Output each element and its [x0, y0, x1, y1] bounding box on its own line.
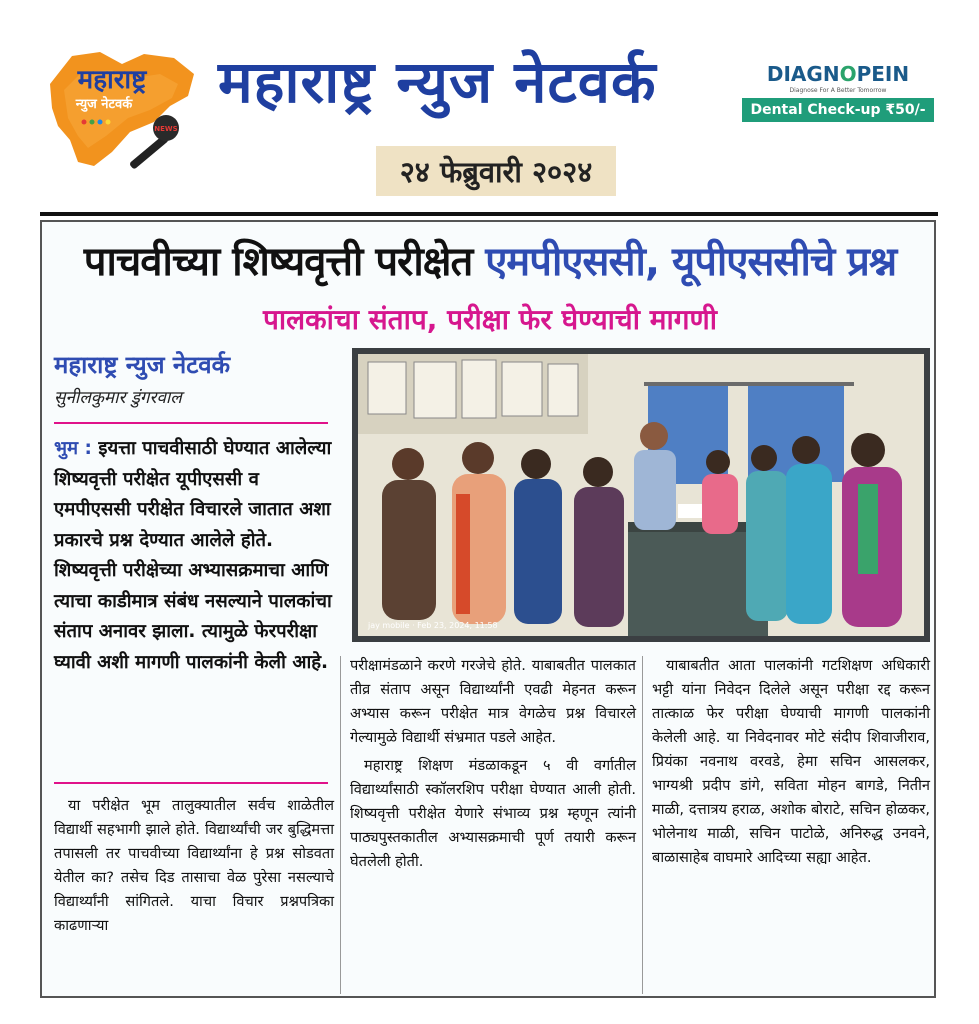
column-1	[54, 794, 334, 938]
byline	[54, 348, 329, 408]
masthead-divider	[40, 212, 938, 216]
column-3-paragraph: याबाबतीत आता पालकांनी गटशिक्षण अधिकारी भट्टी यांना निवेदन दिलेले असून परीक्षा रद्द करून तात्काळ फेर परीक्षा घेण्याची मागणी पालकांनी केलेली आहे. या निवेदनावर मोटे संदीप शिवाजीराव, प्रियंका नवनाथ वरवडे, हेमा सचिन आसलकर, भाग्यश्री प्रदीप डांगे, सविता मोहन बागडे, नितीन माळी, दत्तात्रय हराळ, अशोक बोराटे, सचिन होळकर, भोलेनाथ माळी, सचिन पाटोळे, अनिरुद्ध उनवने, बाळासाहेब वाघमारे आदिच्या सह्या आहेत.	[652, 657, 930, 866]
lead-divider	[54, 782, 328, 784]
logo-title: महाराष्ट्र	[77, 65, 147, 95]
headline	[52, 232, 928, 287]
ad-offer: Dental Check-up ₹50/-	[742, 98, 934, 122]
ad-tagline: Diagnose For A Better Tomorrow	[789, 87, 887, 94]
byline-divider	[54, 422, 328, 424]
lead-text: इयत्ता पाचवीसाठी घेण्यात आलेल्या शिष्यवृत्ती परीक्षेत यूपीएससी व एमपीएससी परीक्षेत विचारले जातात अशा प्रकारचे प्रश्न देण्यात आलेले होते. शिष्यवृत्ती परीक्षेच्या अभ्यासक्रमाचा आणि त्याचा काडीमात्र संबंध नसल्याने पालकांचा संताप अनावर झाला. त्यामुळे फेरपरीक्षा घ्यावी अशी मागणी पालकांनी केली आहे.	[54, 438, 332, 673]
advertisement[interactable]	[742, 62, 934, 122]
article-photo	[352, 348, 930, 642]
newspaper-title: महाराष्ट्र न्युज नेटवर्क	[218, 48, 657, 116]
ad-brand-part-a: DIAGN	[766, 62, 840, 86]
masthead	[0, 0, 979, 205]
headline-part-1: पाचवीच्या शिष्यवृत्ती परीक्षेत	[83, 239, 473, 285]
maharashtra-map-logo	[42, 44, 202, 174]
byline-paper: महाराष्ट्र न्युज नेटवर्क	[54, 351, 231, 379]
article	[40, 220, 936, 998]
ad-brand-part-b: PEIN	[856, 62, 910, 86]
lead-paragraph	[54, 434, 340, 678]
column-divider-2	[642, 656, 643, 994]
publication-date: २४ फेब्रुवारी २०२४	[376, 146, 616, 196]
column-2-paragraph-2: महाराष्ट्र शिक्षण मंडळाकडून ५ वी वर्गातील विद्यार्थ्यांसाठी स्कॉलरशिप परीक्षा घेण्यात आली होती. शिष्यवृत्ती परीक्षेत येणारे संभाव्य प्रश्न म्हणून त्यांनी पाठ्यपुस्तकातील अभ्यासक्रमाची पूर्ण तयारी करून घेतलेली होती.	[350, 757, 636, 870]
column-1-paragraph: या परीक्षेत भूम तालुक्यातील सर्वच शाळेतील विद्यार्थी सहभागी झाले होते. विद्यार्थ्यांची जर बुद्धिमत्ता तपासली तर पाचवीच्या विद्यार्थ्यांना हे प्रश्न सोडवता येतील का? तसेच दिड तासाचा वेळ पुरेसा नसल्याचे विद्यार्थ्यांनी सांगितले. याचा विचार प्रश्नपत्रिका काढणाऱ्या	[54, 797, 334, 934]
column-divider-1	[340, 656, 341, 994]
map-logo-graphic	[42, 44, 202, 174]
mic-label: NEWS	[154, 125, 178, 133]
dateline: भुम :	[54, 438, 92, 459]
byline-author: सुनीलकुमार डुंगरवाल	[54, 388, 182, 408]
ad-brand-o: O	[839, 62, 857, 86]
column-3	[652, 654, 930, 870]
column-2	[350, 654, 636, 874]
subheadline: पालकांचा संताप, परीक्षा फेर घेण्याची मागणी	[263, 303, 717, 336]
headline-part-2: एमपीएससी, यूपीएससीचे प्रश्न	[485, 239, 897, 285]
logo-subtitle: न्युज नेटवर्क	[75, 97, 133, 112]
photo-illustration	[358, 354, 924, 636]
ad-brand	[742, 62, 934, 86]
column-2-paragraph-1: परीक्षामंडळाने करणे गरजेचे होते. याबाबतीत पालकात तीव्र संताप असून विद्यार्थ्यांनी एवढी मेहनत करून अभ्यास करून परीक्षेत मात्र वेगळेच प्रश्न विचारले गेल्यामुळे विद्यार्थी संभ्रमात पडले आहेत.	[350, 657, 636, 746]
photo-caption: jay mobile · Feb 23, 2024, 11:58	[368, 621, 498, 630]
